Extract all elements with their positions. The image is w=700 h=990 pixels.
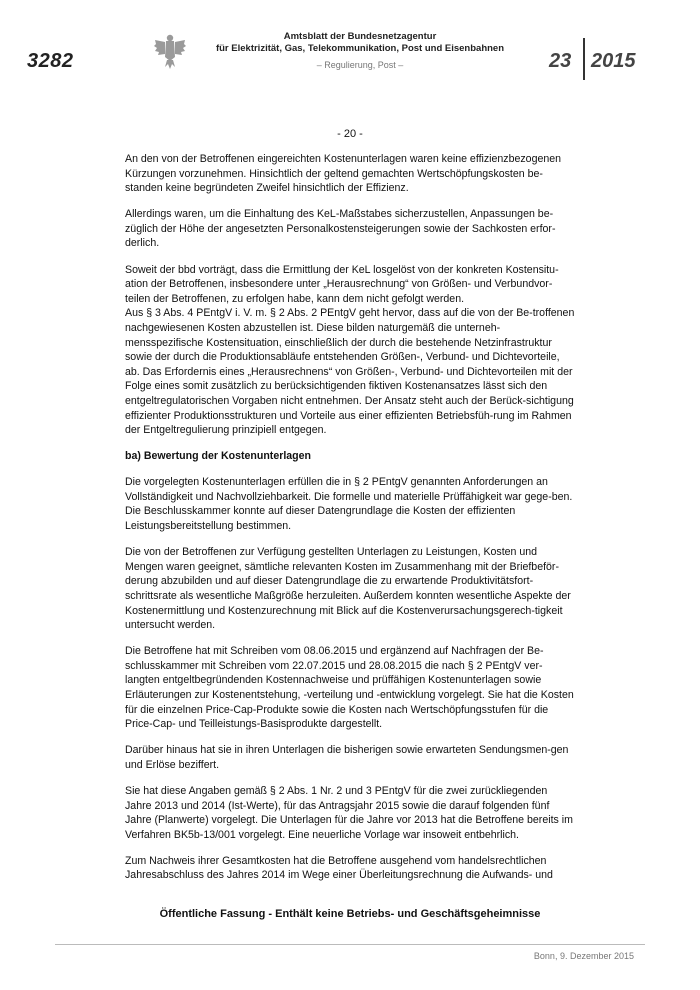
paragraph: Sie hat diese Angaben gemäß § 2 Abs. 1 Nr. 2 und 3 PEntgV für die zwei zurückliegenden Jahre 2013 und 2014 (Ist-Werte), für das Antragsjahr 2015 sowie die darauf folgenden fünf Jahre (Planwerte) vorgelegt. Die Unterlagen für die Jahre vor 2013 hat die Betroffene bereits im Verfahren BK5b-13/001 vorgelegt. Eine neuerliche Vorlage war insoweit entbehrlich. xyxy=(125,784,573,841)
paragraph: Soweit der bbd vorträgt, dass die Ermittlung der KeL losgelöst von der konkreten Kostensitu-ation der Betroffenen, insbesondere unter „Herausrechnung“ von Größen- und Verbundvor-teilen der Betroffenen, zu erfolgen habe, kann dem nicht gefolgt werden. xyxy=(125,263,559,305)
public-version-notice: Öffentliche Fassung - Enthält keine Betriebs- und Geschäftsgeheimnisse xyxy=(159,908,541,920)
paragraph: Darüber hinaus hat sie in ihren Unterlagen die bisherigen sowie erwarteten Sendungsmen-gen und Erlöse beziffert. xyxy=(125,744,569,771)
paragraph: An den von der Betroffenen eingereichten Kostenunterlagen waren keine effizienzbezogenen Kürzungen vorzunehmen. Hinsichtlich der geltend gemachten Wertschöpfungskosten be-standen keine begründeten Zweifel hinsichtlich der Effizienz. xyxy=(125,153,562,195)
paragraph: Zum Nachweis ihrer Gesamtkosten hat die Betroffene ausgehend vom handelsrechtlichen Jahresabschluss des Jahres 2014 im Wege einer Überleitungsrechnung die Aufwands- und xyxy=(125,854,553,882)
footer-divider xyxy=(55,944,645,945)
paragraph: Die von der Betroffenen zur Verfügung gestellten Unterlagen zu Leistungen, Kosten und Mengen waren geeignet, sämtliche relevanten Kosten im Zusammenhang mit der Briefbeför-derung abzubilden und auf dieser Datengrundlage die zu erwartende Produktivitätsfort-schrittsrate als wesentliche Maßgröße herzuleiten. Außerdem konnten wesentliche Aspekte der Kostenermittlung und Kostenzurechnung mit Blick auf die Kostenverursachungsgerech-tigkeit untersucht werden. xyxy=(125,546,571,632)
page-marker: - 20 - xyxy=(337,128,363,140)
gazette-title-line1: Amtsblatt der Bundesnetzagentur xyxy=(283,31,437,42)
issue-divider xyxy=(583,38,585,80)
issue-year: 2015 xyxy=(591,50,636,72)
paragraph: Die vorgelegten Kostenunterlagen erfüllen die in § 2 PEntgV genannten Anforderungen an Vollständigkeit und Nachvollziehbarkeit. Die formelle und materielle Prüffähigkeit war gege-ben. Die Beschlusskammer konnte auf dieser Datengrundlage die Kosten der effizienten Leistungsbereitstellung bestimmen. xyxy=(125,476,573,533)
paragraph: Aus § 3 Abs. 4 PEntgV i. V. m. § 2 Abs. 2 PEntgV geht hervor, dass auf die von der Be-troffenen nachgewiesenen Kosten abzustellen ist. Diese bilden naturgemäß die unterneh-mensspezifische Kostensituation, einschließlich der durch die bestehende Netzinfrastruktur sowie der durch die Produktionsabläufe entstehenden Größen-, Verbund- und Dichtevorteile, ab. Das Erfordernis eines „Herausrechnens“ von Größen-, Verbund- und Dichtevorteilen mit der Folge eines somit zusätzlich zu berücksichtigenden fiktiven Kostenansatzes lässt sich den entgeltregulatorischen Vorgaben nicht entnehmen. Der Ansatz steht auch der Berück-sichtigung effizienter Produktionsstrukturen und Vorteile aus einer effizienten Betriebsfüh-rung im Rahmen der Entgeltregulierung prinzipiell entgegen. xyxy=(125,307,575,437)
paragraph: Allerdings waren, um die Einhaltung des KeL-Maßstabes sicherzustellen, Anpassungen be-züglich der Höhe der angesetzten Personalkostensteigerungen sowie der Sachkosten erfor-derlich. xyxy=(125,208,556,250)
issue-number: 23 xyxy=(549,50,572,72)
gazette-title-line2: für Elektrizität, Gas, Telekommunikation, Post und Eisenbahnen xyxy=(215,43,505,54)
gazette-subtitle: – Regulierung, Post – xyxy=(316,60,404,70)
document-body xyxy=(125,152,575,895)
page-number: 3282 xyxy=(27,50,74,72)
footer-date: Bonn, 9. Dezember 2015 xyxy=(533,951,634,961)
section-heading: ba) Bewertung der Kostenunterlagen xyxy=(125,450,312,463)
paragraph: Die Betroffene hat mit Schreiben vom 08.06.2015 und ergänzend auf Nachfragen der Be-schlusskammer mit Schreiben vom 22.07.2015 und 28.08.2015 die nach § 2 PEntgV ver-langten entgeltbegründenden Kostennachweise und prüffähigen Kostenunterlagen sowie Erläuterungen zur Kostenentstehung, -verteilung und -entwicklung vorgelegt. Sie hat die Kosten für die einzelnen Price-Cap-Produkte sowie die Kosten nach Wertschöpfungsstufen für die Price-Cap- und Teilleistungs-Basisprodukte dargestellt. xyxy=(125,645,574,731)
gazette-title xyxy=(210,31,510,55)
eagle-icon xyxy=(153,33,187,71)
